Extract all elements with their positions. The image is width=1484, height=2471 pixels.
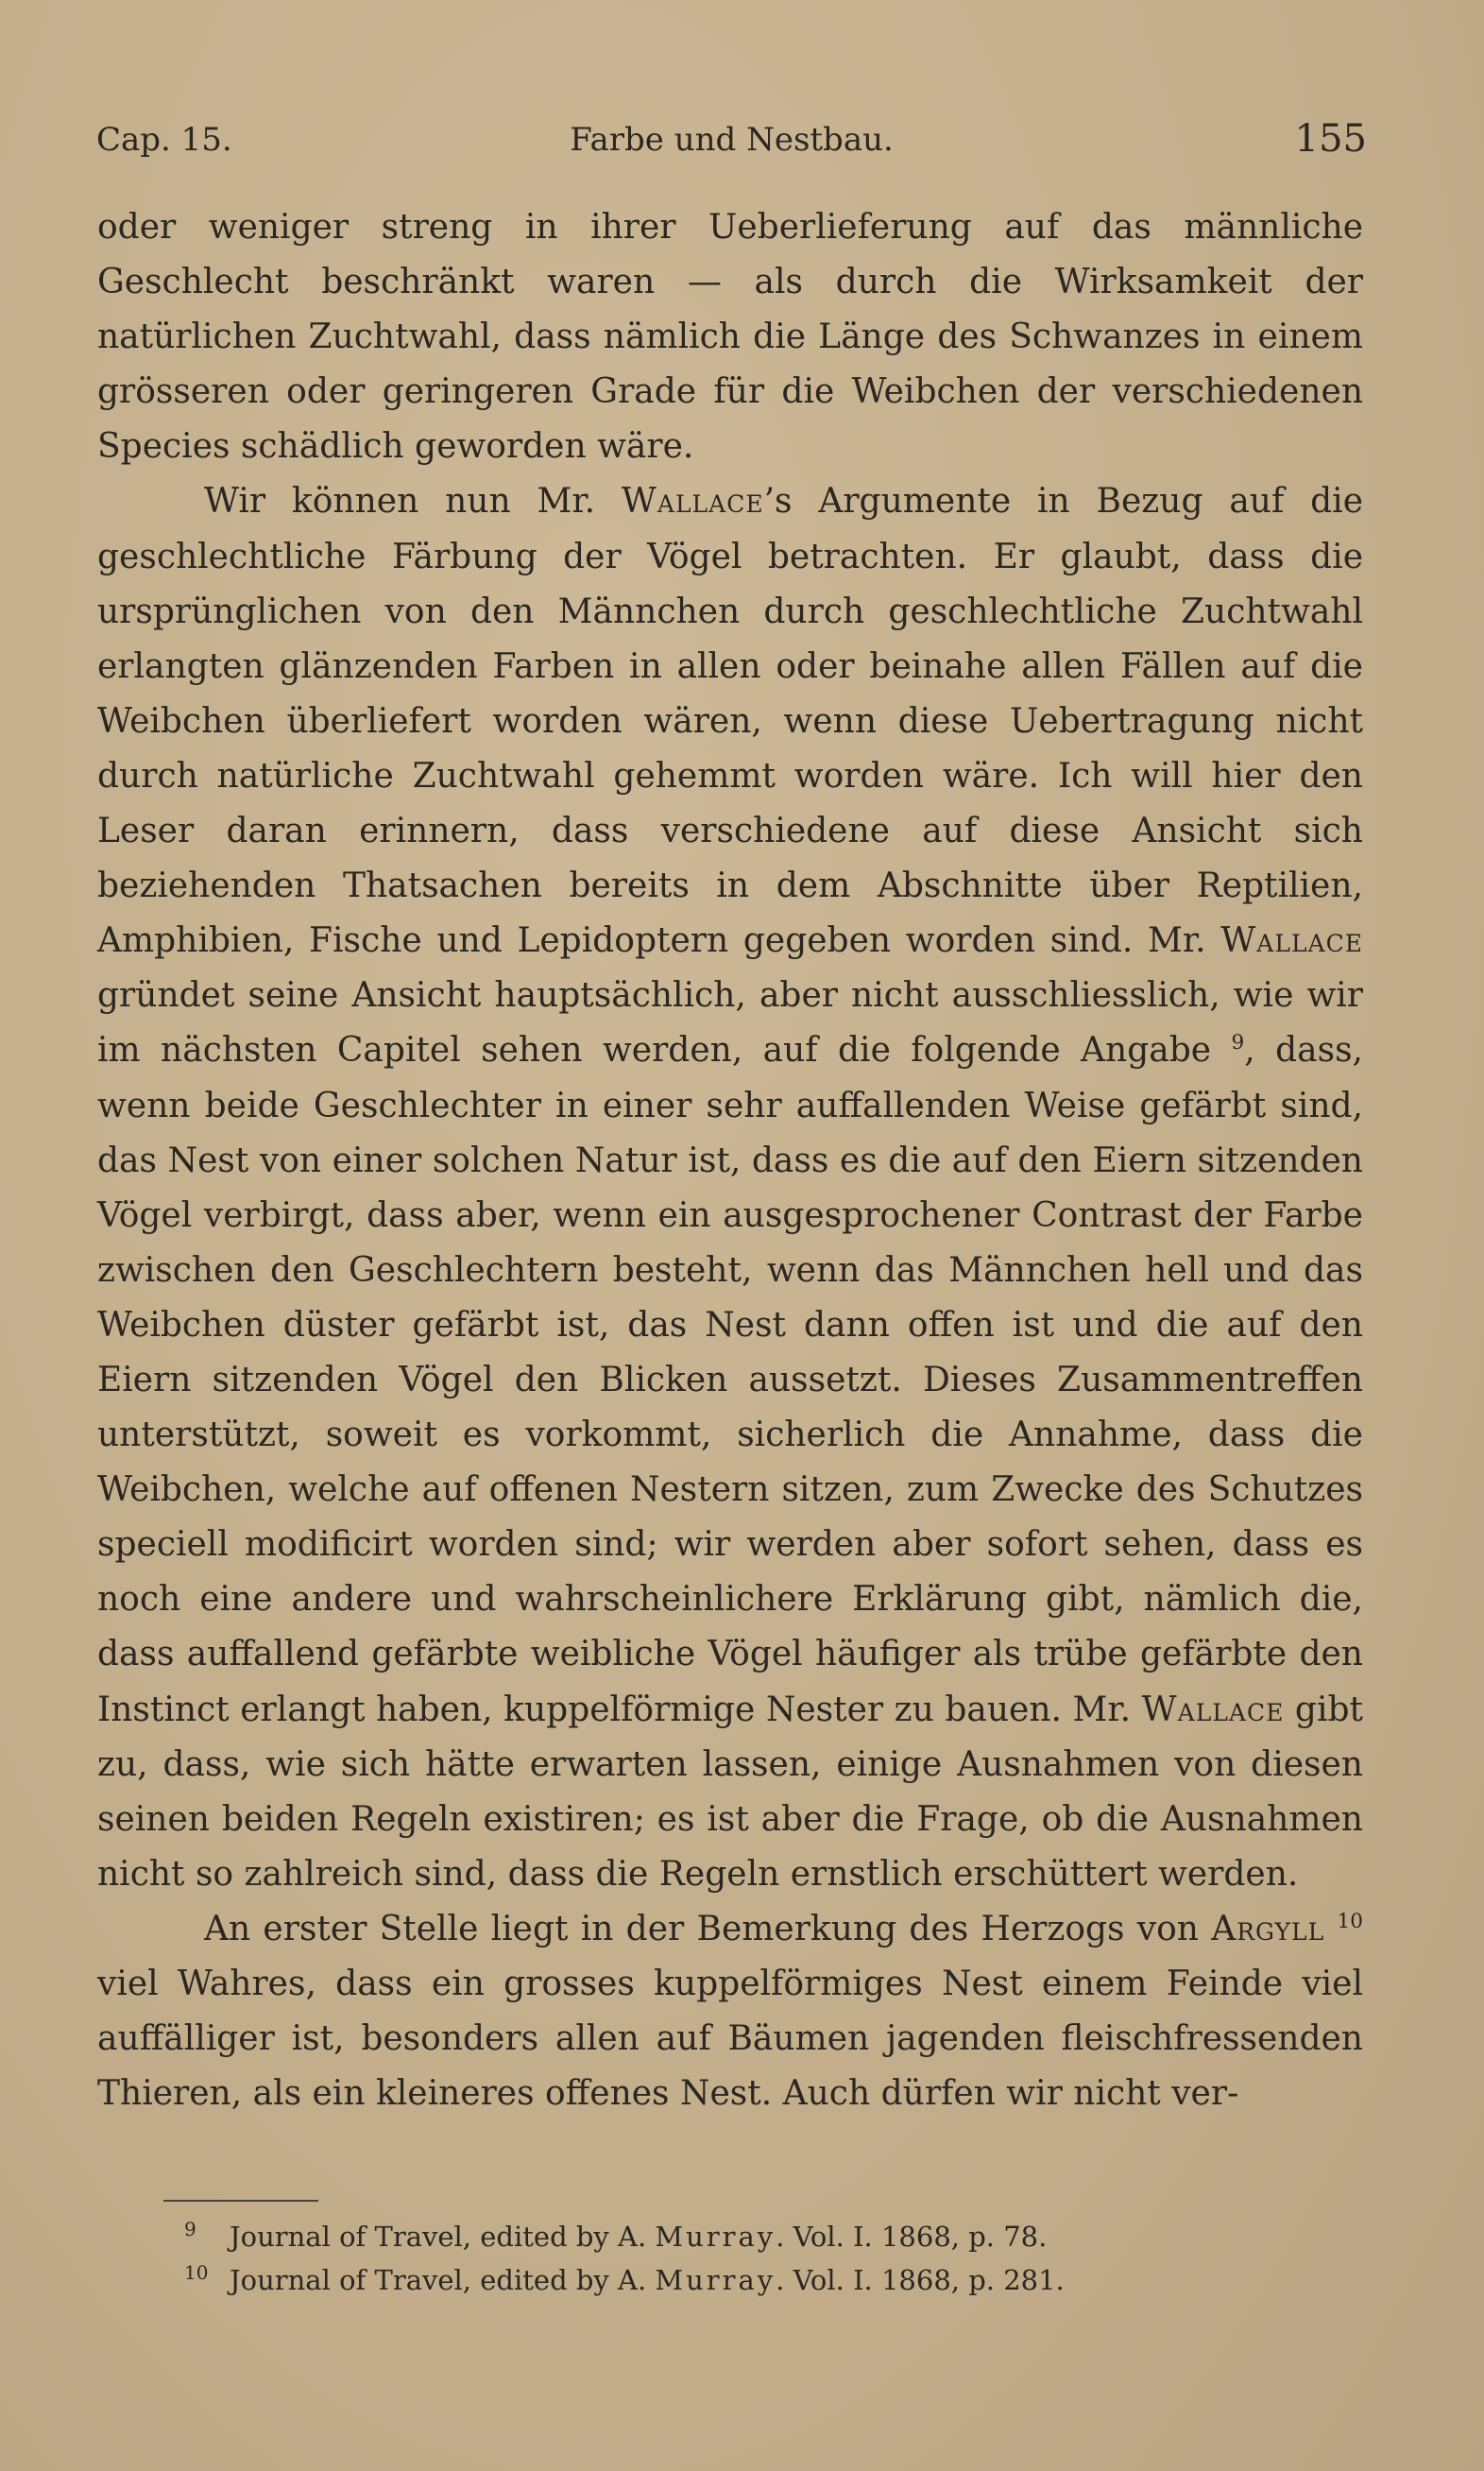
footnote-divider [163,2200,318,2202]
footnote-10 [184,2258,1365,2302]
footnote-author: Murray [655,2221,776,2253]
paragraph-text: ’s Argumente in Bezug auf die geschlechtliche Färbung der Vögel betrachten. Er glaubt, dass die ursprünglichen von den Männchen durch geschlechtliche Zuchtwahl erlangten glänzenden Farben in allen oder beinahe allen Fällen auf die Weibchen überliefert worden wären, wenn diese Uebertragung nicht durch natürliche Zuchtwahl gehemmt worden wäre. Ich will hier den Leser daran erinnern, dass verschiedene auf diese Ansicht sich beziehenden Thatsachen bereits in dem Abschnitte über Reptilien, Amphibien, Fische und Lepidoptern gegeben worden sind. Mr. [97,482,1363,961]
running-header [96,117,1367,168]
running-title: Farbe und Nestbau. [570,121,894,159]
paragraph-1 [97,200,1363,474]
paragraph-text: gibt zu, dass, wie sich hätte erwarten lassen, einige Ausnahmen von diesen seinen beiden Regeln existiren; es ist aber die Frage, ob die Ausnahmen nicht so zahlreich sind, dass die Regeln ernstlich erschüttert werden. [97,1690,1364,1894]
footnote-mark: 9 [184,2218,196,2240]
paragraph-text: viel Wahres, dass ein grosses kuppelförmiges Nest einem Feinde viel auffälliger ist, besonders allen auf Bäumen jagenden fleischfressenden Thieren, als ein kleineres offenes Nest. Auch dürfen wir nicht ver- [97,1965,1363,2114]
author-name: Wallace [621,482,764,522]
body-text [97,200,1363,2121]
paragraph-text: Wir können nun Mr. [204,482,622,522]
paragraph-text: gründet seine Ansicht hauptsächlich, aber nicht ausschliesslich, wie wir im nächsten Capitel sehen werden, auf die folgende Angabe [97,976,1363,1071]
footnote-reference: 9 [1231,1031,1245,1055]
author-name: Argyll [1211,1909,1325,1948]
footnote-author: Murray [655,2264,776,2296]
footnote-mark: 10 [184,2261,209,2284]
footnote-text: Journal of Travel, edited by A. [230,2221,656,2253]
footnote-9 [184,2215,1365,2258]
paragraph-text: oder weniger streng in ihrer Ueberlieferung auf das männliche Geschlecht beschränkt waren — als durch die Wirksamkeit der natürlichen Zuchtwahl, dass nämlich die Länge des Schwanzes in einem grösseren oder geringeren Grade für die Weibchen der verschiedenen Species schädlich geworden wäre. [97,208,1363,467]
footnote-text-end: . Vol. I. 1868, p. 281. [776,2264,1065,2296]
paragraph-text: An erster Stelle liegt in der Bemerkung des Herzogs von [204,1909,1212,1948]
chapter-label: Cap. 15. [96,121,232,159]
paragraph-text [1324,1910,1337,1948]
footnote-text: Journal of Travel, edited by A. [230,2264,656,2296]
page-number: 155 [1294,117,1367,161]
paragraph-3 [97,1902,1363,2121]
footnotes [184,2215,1365,2302]
author-name: Wallace [1141,1690,1285,1729]
paragraph-2 [97,474,1363,1901]
author-name: Wallace [1220,921,1363,961]
footnote-text-end: . Vol. I. 1868, p. 78. [776,2221,1048,2253]
footnote-reference: 10 [1337,1909,1363,1933]
paragraph-text: , dass, wenn beide Geschlechter in einer sehr auffallenden Weise gefärbt sind, das Nest von einer solchen Natur ist, dass es die auf den Eiern sitzenden Vögel verbirgt, dass aber, wenn ein ausgesprochener Contrast der Farbe zwischen den Geschlechtern besteht, wenn das Männchen hell und das Weibchen düster gefärbt ist, das Nest dann offen ist und die auf den Eiern sitzenden Vögel den Blicken aussetzt. Dieses Zusammentreffen unterstützt, soweit es vorkommt, sicherlich die Annahme, dass die Weibchen, welche auf offenen Nestern sitzen, zum Zwecke des Schutzes speciell modificirt worden sind; wir werden aber sofort sehen, dass es noch eine andere und wahrscheinlichere Erklärung gibt, nämlich die, dass auffallend gefärbte weibliche Vögel häufiger als trübe gefärbte den Instinct erlangt haben, kuppelförmige Nester zu bauen. Mr. [97,1031,1363,1729]
